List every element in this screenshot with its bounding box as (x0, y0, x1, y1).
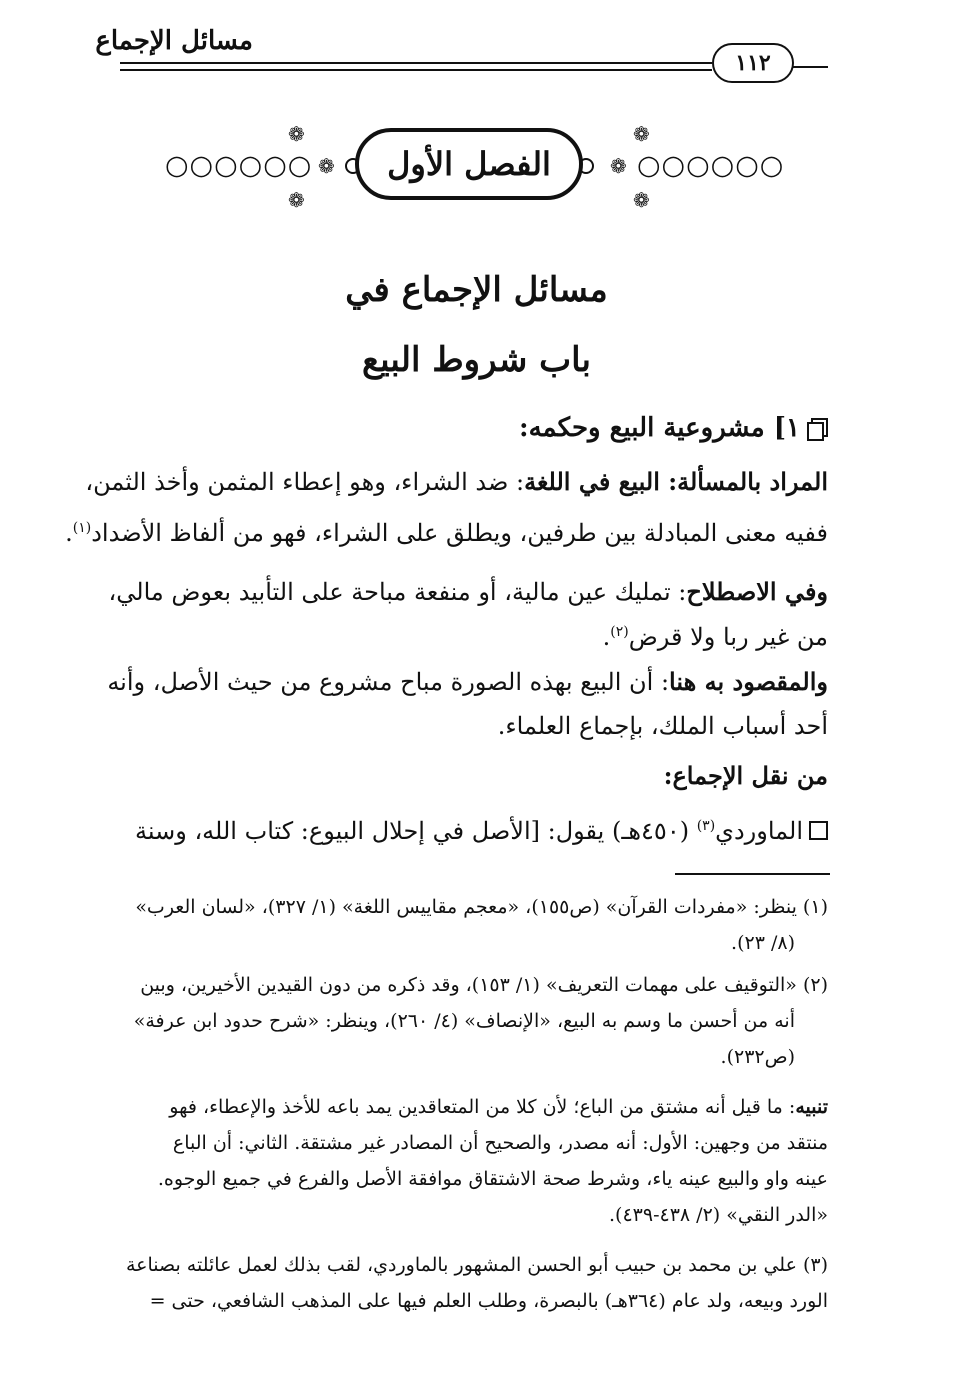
ijma-heading: من نقل الإجماع: (663, 761, 828, 790)
flower-ornament-icon: ❁ (610, 154, 627, 178)
flower-ornament-icon: ❁ (633, 122, 650, 146)
footnote-ref: (٢) (610, 624, 629, 640)
flower-ornament-icon: ❁ (633, 188, 650, 212)
page-number: ١١٢ (712, 43, 794, 83)
document-stack-icon (808, 418, 828, 438)
circle-ornament-left: ○○○○○○ (165, 150, 313, 181)
flower-ornament-icon: ❁ (288, 188, 305, 212)
footnote-line: (ص٢٣٢). (720, 1046, 795, 1068)
chapter-label: الفصل الأول (355, 128, 583, 200)
footnote-separator (675, 873, 830, 875)
flower-ornament-icon: ❁ (288, 122, 305, 146)
footnote-line: (٣) علي بن محمد بن حبيب أبو الحسن المشهور بالماوردي، لقب بذلك لعمل عائلته بصناعة (125, 1254, 828, 1276)
square-bullet-icon (809, 821, 828, 840)
footnote-line: (٨/ ٢٣). (731, 932, 795, 954)
body-line: المراد بالمسألة: البيع في اللغة: ضد الشراء، وهو إعطاء المثمن وأخذ الثمن، (85, 467, 828, 496)
body-line: من غير ربا ولا قرض$^{(٢)}$. (602, 623, 828, 651)
footnote-line: أنه من أحسن ما وسم به البيع، «الإنصاف» (٤/ ٢٦٠)، وينظر: «شرح حدود ابن عرفة» (133, 1010, 795, 1032)
footnote-line: عينه واو والبيع عينه ياء، وشرط صحة الاشتقاق موافقة الأصل والفرع في جميع الوجوه. (157, 1168, 828, 1190)
issue-heading: ١] مشروعية البيع وحكمه: (125, 408, 828, 448)
section-title-line-2: باب شروط البيع (361, 340, 592, 380)
body-line: والمقصود به هنا: أن البيع بهذه الصورة مباح مشروع من حيث الأصل، وأنه (107, 667, 828, 696)
footnote-line: (١) ينظر: «مفردات القرآن» (ص١٥٥)، «معجم مقاييس اللغة» (١/ ٣٢٧)، «لسان العرب» (135, 896, 828, 918)
body-line: أحد أسباب الملك، بإجماع العلماء. (497, 712, 828, 740)
body-line: الماوردي$^{(٣)}$ (٤٥٠هـ) يقول: [الأصل في إحلال البيوع: كتاب الله، وسنة (125, 806, 828, 851)
header-rule-lower (120, 69, 712, 71)
footnote-line: تنبيه: ما قيل أنه مشتق من الباع؛ لأن كلا من المتعاقدين يمد باعه للأخذ والإعطاء، فهو (169, 1096, 828, 1118)
body-line: ففيه معنى المبادلة بين طرفين، ويطلق على الشراء، فهو من ألفاظ الأضداد$^{(١)}$. (65, 519, 828, 547)
footnote-line: (٢) «التوقيف على مهمات التعريف» (١/ ١٥٣)، وقد ذكره من دون القيدين الأخيرين، وبين (140, 974, 828, 996)
flower-ornament-icon: ❁ (318, 154, 335, 178)
footnote-ref: (١) (72, 520, 92, 536)
footnote-line: «الدر النقي» (٢/ ٤٣٨-٤٣٩). (608, 1204, 828, 1226)
footnote-ref: (٣) (696, 818, 716, 834)
header-rule-upper (120, 62, 712, 64)
footnote-line: منتقد من وجهين: الأول: أنه مصدر، والصحيح أن المصادر غير مشتقة. الثاني: أن الباع (172, 1132, 828, 1154)
body-line: وفي الاصطلاح: تمليك عين مالية، أو منفعة مباحة على التأبيد بعوض مالي، (108, 577, 828, 606)
footnote-line: الورد وبيعه، ولد عام (٣٦٤هـ) بالبصرة، وطلب العلم فيها على المذهب الشافعي، حتى = (149, 1290, 828, 1312)
section-title-line-1: مسائل الإجماع في (345, 270, 608, 310)
header-rule-left (790, 66, 828, 68)
circle-ornament-right: ○○○○○○ (637, 150, 785, 181)
running-title: مسائل الإجماع (95, 26, 253, 56)
